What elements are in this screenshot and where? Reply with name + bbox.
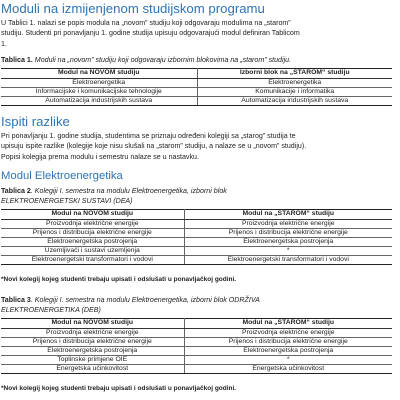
table-row — [1, 79, 392, 88]
table-row — [1, 88, 392, 97]
table-cell: Uzemljivači i sustavi uzemljenja — [1, 247, 184, 256]
table-cell: Elektroenergetski transformatori i vodovi — [184, 256, 392, 265]
ispiti-line: upisuju ispite razlike (kolegije koje nisu slušali na „starom” studiju, a nalaze se u „novom” studiju). — [1, 142, 307, 151]
table-header-row — [1, 210, 392, 220]
table-cell: Proizvodnja električne energije — [184, 220, 392, 229]
ispiti-line: Popisi kolegija prema modulu i semestru nalaze se u nastavku. — [1, 152, 199, 161]
table-cell: Elektroenergetska postrojenja — [184, 347, 392, 356]
intro-paragraph — [1, 18, 397, 49]
intro-line: studiju. Studenti pri ponavljanju 1. godine studija upisuju odgovarajući modul definiran Tablicom — [1, 29, 300, 38]
section-title-modul: Modul Elektroenergetika — [1, 170, 123, 182]
table3-caption-label: Tablica 3 — [1, 296, 31, 304]
table3 — [1, 318, 392, 374]
table-cell: Komunikacije i informatika — [197, 88, 392, 97]
table-cell: Prijenos i distribucija električne energije — [184, 338, 392, 347]
table-cell: Elektroenergetski transformatori i vodovi — [1, 256, 184, 265]
table-cell: Prijenos i distribucija električne energije — [1, 229, 184, 238]
ispiti-line: Pri ponavljanju 1. godine studija, studentima se priznaju određeni kolegiji sa „starog” studija te — [1, 132, 296, 140]
table-cell: Elektroenergetska postrojenja — [1, 238, 184, 247]
intro-line: U Tablici 1. nalazi se popis modula na „novom” studiju koji odgovaraju modulima na „starom” — [1, 19, 291, 27]
column-header: Modul na „STAROM“ studiju — [184, 319, 392, 329]
table2-caption-label: Tablica 2 — [1, 187, 31, 195]
table-cell: * — [184, 356, 392, 365]
table-cell: Elektroenergetika — [197, 79, 392, 88]
table-cell: Prijenos i distribucija električne energije — [1, 338, 184, 347]
table-row — [1, 365, 392, 374]
table-cell: Proizvodnja električne energije — [1, 220, 184, 229]
table-row — [1, 356, 392, 365]
table-cell: Prijenos i distribucija električne energije — [184, 229, 392, 238]
table-cell: Proizvodnja električne energije — [184, 329, 392, 338]
table2-caption-text-line2: ELEKTROENERGETSKI SUSTAVI (DEA) — [1, 197, 133, 205]
table-row — [1, 256, 392, 265]
table1-caption-label: Tablica 1. — [1, 56, 33, 64]
table-cell: Elektroenergetika — [1, 79, 197, 88]
column-header: Modul na „STAROM“ studiju — [184, 210, 392, 220]
column-header: Modul na NOVOM studiju — [1, 210, 184, 220]
column-header: Izborni blok na „STAROM“ studiju — [197, 69, 392, 79]
table3-caption-text-line2: ELEKTROENERGETIKA (DEB) — [1, 306, 101, 314]
table-row — [1, 220, 392, 229]
table-cell: Automatizacija industrijskih sustava — [197, 97, 392, 106]
table-cell: Automatizacija industrijskih sustava — [1, 97, 197, 106]
table3-footnote: *Novi kolegij kojeg studenti trebaju upisati i odslušati u ponavljačkoj godini. — [1, 385, 237, 392]
column-header: Modul na NOVOM studiju — [1, 69, 197, 79]
table-row — [1, 229, 392, 238]
table-row — [1, 247, 392, 256]
table-cell: Elektroenergetska postrojenja — [1, 347, 184, 356]
table1-caption — [1, 55, 397, 65]
table-cell: Elektroenergetska postrojenja — [184, 238, 392, 247]
table-row — [1, 97, 392, 106]
table2-footnote: *Novi kolegij kojeg studenti trebaju upisati i odslušati u ponavljačkoj godini. — [1, 276, 237, 283]
table-cell: Proizvodnja električne energije — [1, 329, 184, 338]
table1-caption-text: Moduli na „novom” studiju koji odgovaraju izbornim blokovima na „starom” studiju. — [34, 56, 292, 64]
section-title-moduli: Moduli na izmijenjenom studijskom programu — [1, 1, 265, 16]
table1 — [1, 68, 392, 106]
intro-line: 1. — [1, 39, 7, 48]
table-row — [1, 238, 392, 247]
table2-caption — [1, 186, 397, 206]
table-cell: Energetska učinkovitost — [1, 365, 184, 374]
table2 — [1, 209, 392, 265]
table-header-row — [1, 69, 392, 79]
ispiti-paragraph — [1, 131, 397, 162]
table-row — [1, 329, 392, 338]
table-cell: Toplinske primjene OIE — [1, 356, 184, 365]
table3-caption-text: . Kolegiji I. semestra na modulu Elektroenergetika, izborni blok ODRŽIVA — [30, 296, 260, 304]
table-header-row — [1, 319, 392, 329]
section-title-ispiti: Ispiti razlike — [1, 114, 70, 129]
table-cell: Energetska učinkovitost — [184, 365, 392, 374]
column-header: Modul na NOVOM studiju — [1, 319, 184, 329]
table2-caption-text: . Kolegiji I. semestra na modulu Elektroenergetika, izborni blok — [30, 187, 227, 195]
table-row — [1, 338, 392, 347]
table-row — [1, 347, 392, 356]
table-cell: * — [184, 247, 392, 256]
table-cell: Informacijske i komunikacijske tehnologije — [1, 88, 197, 97]
table3-caption — [1, 295, 397, 315]
